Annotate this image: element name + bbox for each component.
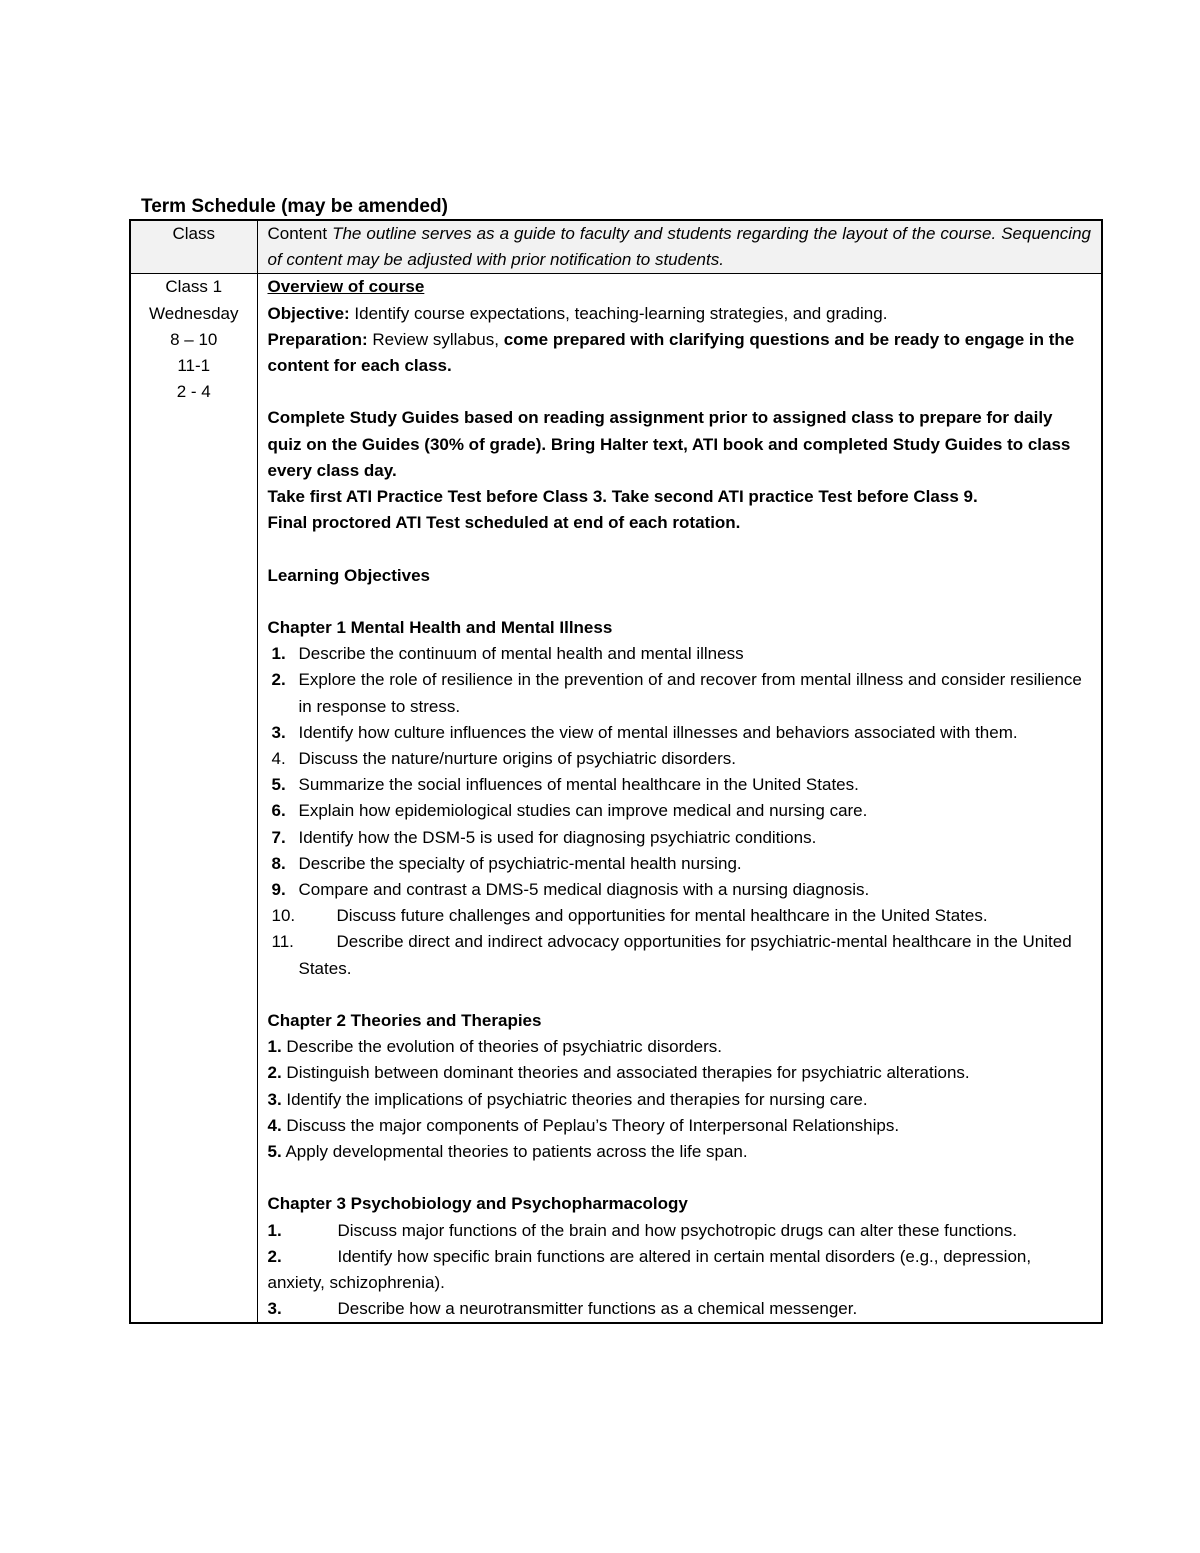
list-item-number: 1. — [267, 1220, 282, 1240]
learning-objectives-heading: Learning Objectives — [267, 565, 430, 585]
chapter-1-objectives-list — [268, 641, 1092, 982]
objective-line — [268, 301, 1092, 327]
chapter-1-heading: Chapter 1 Mental Health and Mental Illness — [267, 618, 613, 637]
list-item-number: 2. — [267, 1063, 282, 1083]
preparation-text: Review syllabus, — [367, 329, 504, 349]
list-item-text: Explain how epidemiological studies can improve medical and nursing care. — [298, 801, 868, 821]
list-item-number: 3. — [267, 1299, 282, 1319]
list-item — [268, 667, 1092, 719]
overview-heading: Overview of course — [267, 277, 425, 297]
list-item-number: 4. — [271, 749, 286, 769]
list-item-text: Explore the role of resilience in the prevention of and recover from mental illness and consider resilience in response to stress. — [298, 670, 1082, 716]
list-item — [268, 1218, 1092, 1244]
list-item-number: 4. — [267, 1115, 282, 1135]
list-item — [268, 720, 1092, 746]
preparation-bold-text: come prepared with clarifying questions and be ready to engage in the content for each class. — [267, 329, 1075, 376]
final-test-text: Final proctored ATI Test scheduled at end of each rotation. — [267, 513, 741, 533]
list-item-number: 3. — [267, 1089, 282, 1109]
list-item-text: Describe the specialty of psychiatric-mental health nursing. — [298, 853, 742, 873]
chapter-2-heading: Chapter 2 Theories and Therapies — [267, 1011, 542, 1031]
table-header-row — [130, 220, 1102, 274]
list-item — [268, 772, 1092, 798]
list-item — [268, 1060, 1092, 1086]
practice-tests-text: Take first ATI Practice Test before Class 3. Take second ATI practice Test before Class 9. — [267, 487, 978, 507]
list-item-number: 5. — [271, 775, 286, 795]
list-item — [268, 1139, 1092, 1165]
list-item-number: 7. — [271, 827, 286, 847]
preparation-label: Preparation: — [267, 329, 368, 349]
list-item — [268, 877, 1092, 903]
list-item-number: 8. — [271, 853, 286, 873]
content-label: Content — [267, 224, 328, 243]
study-guides-text: Complete Study Guides based on reading assignment prior to assigned class to prepare for daily quiz on the Guides (30% of grade). Bring Halter text, ATI book and completed Study Guides to class every class day. — [267, 408, 1071, 480]
list-item-text: Identify the implications of psychiatric theories and therapies for nursing care. — [281, 1089, 868, 1109]
list-item-text: Identify how specific brain functions are altered in certain mental disorders (e.g., depression, anxiety, schizophrenia). — [267, 1246, 1032, 1293]
class-content-cell — [257, 274, 1102, 1324]
list-item-text: Identify how culture influences the view of mental illnesses and behaviors associated with them. — [298, 722, 1018, 742]
list-item — [268, 1296, 1092, 1322]
list-item — [268, 798, 1092, 824]
class-time-2: 11-1 — [177, 356, 211, 376]
list-item-number: 2. — [271, 670, 286, 690]
content-note: The outline serves as a guide to faculty and students regarding the layout of the course. Sequencing of content may be adjusted with prior notification to students. — [267, 224, 1091, 270]
chapter-3-heading: Chapter 3 Psychobiology and Psychopharmacology — [267, 1194, 688, 1214]
class-time-1: 8 – 10 — [170, 329, 218, 349]
list-item-number: 6. — [271, 801, 286, 821]
list-item-number: 1. — [267, 1037, 282, 1057]
list-item-text: Describe direct and indirect advocacy opportunities for psychiatric-mental healthcare in the United States. — [298, 932, 1072, 978]
list-item — [268, 1034, 1092, 1060]
chapter-2-objectives-list — [268, 1034, 1092, 1165]
list-item-text: Discuss the major components of Peplau’s Theory of Interpersonal Relationships. — [281, 1115, 900, 1135]
list-item-number: 5. — [267, 1142, 282, 1162]
class-info-cell — [130, 274, 257, 1324]
chapter-3-objectives-list — [268, 1218, 1092, 1323]
list-item-text: Describe the evolution of theories of psychiatric disorders. — [281, 1037, 723, 1057]
list-item — [268, 929, 1092, 981]
list-item — [268, 851, 1092, 877]
list-item-text: Discuss the nature/nurture origins of psychiatric disorders. — [298, 749, 736, 769]
list-item — [268, 1113, 1092, 1139]
list-item-number: 11. — [271, 932, 294, 952]
list-item-text: Identify how the DSM-5 is used for diagnosing psychiatric conditions. — [298, 827, 817, 847]
list-item — [268, 1244, 1092, 1296]
class-number: Class 1 — [165, 277, 223, 297]
content-column-header — [257, 220, 1102, 274]
list-item — [268, 825, 1092, 851]
list-item — [268, 1087, 1092, 1113]
list-item — [268, 746, 1092, 772]
objective-label: Objective: — [267, 303, 350, 323]
table-row — [130, 274, 1102, 1324]
list-item-text: Discuss future challenges and opportunities for mental healthcare in the United States. — [336, 906, 988, 926]
list-item-text: Describe the continuum of mental health and mental illness — [298, 644, 744, 664]
page-title: Term Schedule (may be amended) — [141, 196, 448, 217]
list-item-text: Describe how a neurotransmitter functions as a chemical messenger. — [337, 1299, 858, 1319]
list-item-number: 9. — [271, 880, 286, 900]
list-item-text: Discuss major functions of the brain and how psychotropic drugs can alter these functions. — [337, 1220, 1017, 1240]
list-item-number: 2. — [267, 1246, 282, 1266]
term-schedule-table — [129, 219, 1103, 1324]
class-column-header: Class — [130, 220, 257, 274]
objective-text: Identify course expectations, teaching-learning strategies, and grading. — [349, 303, 888, 323]
list-item-number: 10. — [271, 906, 296, 926]
list-item — [268, 903, 1092, 929]
list-item-number: 3. — [271, 722, 286, 742]
list-item — [268, 641, 1092, 667]
list-item-text: Apply developmental theories to patients across the life span. — [281, 1142, 748, 1162]
list-item-text: Compare and contrast a DMS-5 medical diagnosis with a nursing diagnosis. — [298, 880, 870, 900]
class-day: Wednesday — [149, 303, 239, 323]
class-time-3: 2 - 4 — [176, 382, 211, 402]
list-item-text: Distinguish between dominant theories and associated therapies for psychiatric alterations. — [281, 1063, 970, 1083]
preparation-line — [268, 327, 1092, 379]
list-item-text: Summarize the social influences of mental healthcare in the United States. — [298, 775, 859, 795]
list-item-number: 1. — [271, 644, 286, 664]
